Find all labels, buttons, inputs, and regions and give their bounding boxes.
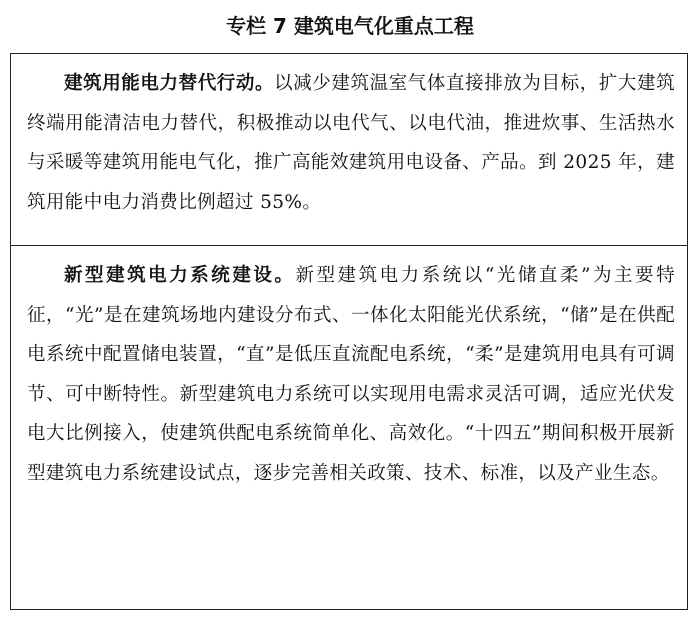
section-paragraph (27, 256, 675, 493)
column-box (10, 53, 688, 610)
section-body: 以减少建筑温室气体直接排放为目标，扩大建筑终端用能清洁电力替代，积极推动以电代气、以电代油，推进炊事、生活热水与采暖等建筑用能电气化，推广高能效建筑用电设备、产品。到 2025 年，建筑用能中电力消费比例超过 55%。 (27, 73, 676, 213)
section-heading: 建筑用能电力替代行动。 (64, 73, 275, 94)
section-body: 新型建筑电力系统以“光储直柔”为主要特征，“光”是在建筑场地内建设分布式、一体化太阳能光伏系统，“储”是在供配电系统中配置储电装置，“直”是低压直流配电系统，“柔”是建筑用电具有可调节、可中断特性。新型建筑电力系统可以实现用电需求灵活可调，适应光伏发电大比例接入，使建筑供配电系统简单化、高效化。“十四五”期间积极开展新型建筑电力系统建设试点，逐步完善相关政策、技术、标准，以及产业生态。 (27, 265, 675, 484)
column-title: 专栏 7 建筑电气化重点工程 (226, 14, 474, 38)
section-new-power-system (11, 246, 687, 610)
section-electric-substitution (11, 54, 687, 246)
section-heading: 新型建筑电力系统建设。 (64, 265, 296, 286)
section-paragraph (27, 64, 675, 222)
